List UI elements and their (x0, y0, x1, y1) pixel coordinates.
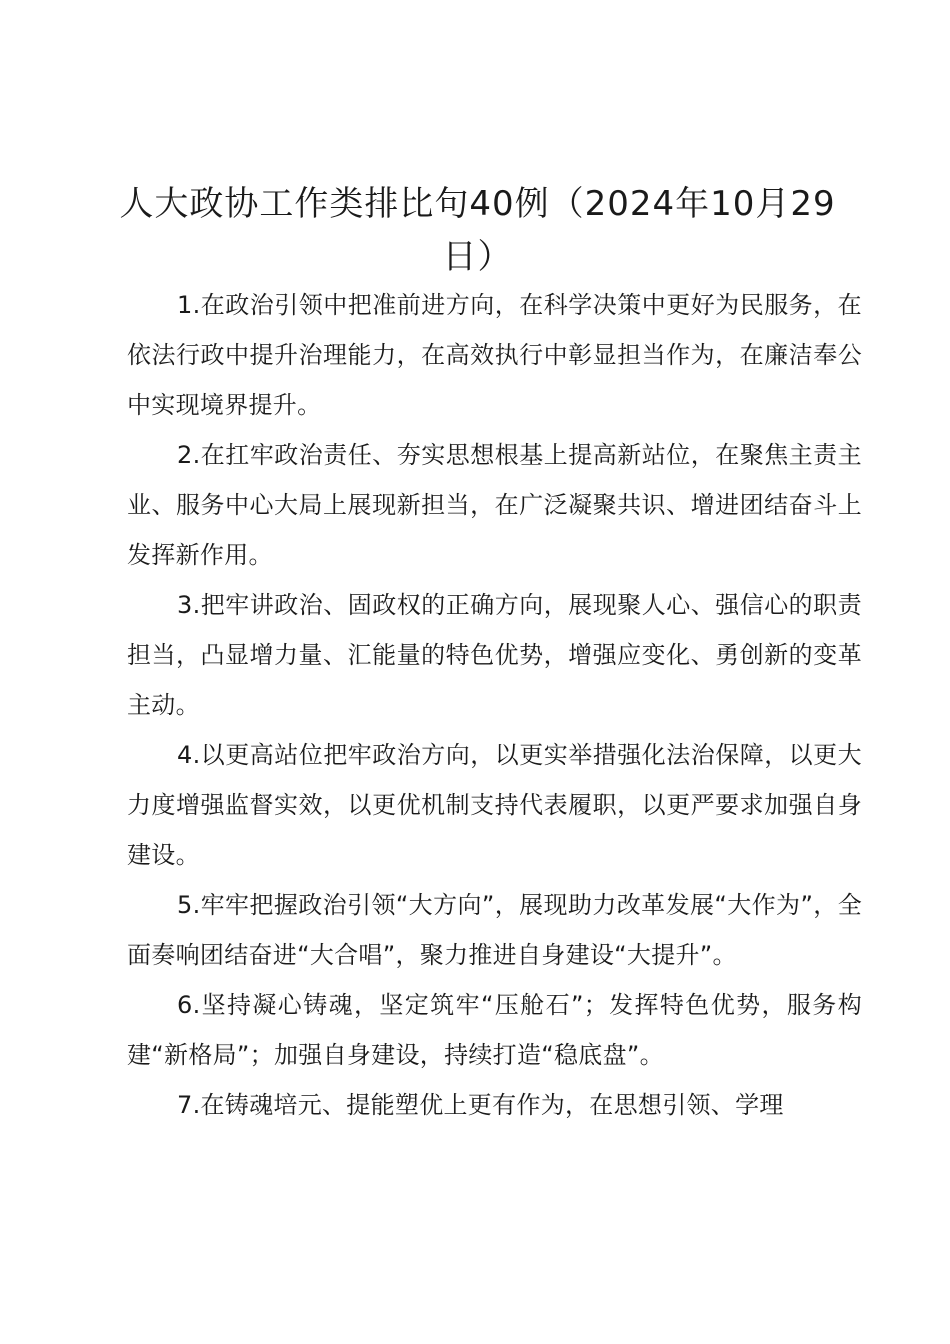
document-body (127, 280, 862, 1130)
paragraph-7: 7.在铸魂培元、提能塑优上更有作为，在思想引领、学理 (177, 1091, 784, 1119)
paragraph-6: 6.坚持凝心铸魂，坚定筑牢“压舱石”；发挥特色优势，服务构建“新格局”；加强自身建设，持续打造“稳底盘”。 (127, 991, 862, 1069)
paragraph-3: 3.把牢讲政治、固政权的正确方向，展现聚人心、强信心的职责担当，凸显增力量、汇能量的特色优势，增强应变化、勇创新的变革主动。 (127, 591, 862, 719)
paragraph-2: 2.在扛牢政治责任、夯实思想根基上提高新站位，在聚焦主责主业、服务中心大局上展现新担当，在广泛凝聚共识、增进团结奋斗上发挥新作用。 (127, 441, 862, 569)
paragraph-1: 1.在政治引领中把准前进方向，在科学决策中更好为民服务，在依法行政中提升治理能力，在高效执行中彰显担当作为，在廉洁奉公中实现境界提升。 (127, 291, 862, 419)
paragraph-4: 4.以更高站位把牢政治方向，以更实举措强化法治保障，以更大力度增强监督实效，以更优机制支持代表履职，以更严要求加强自身建设。 (127, 741, 862, 869)
paragraph-5: 5.牢牢把握政治引领“大方向”，展现助力改革发展“大作为”，全面奏响团结奋进“大合唱”，聚力推进自身建设“大提升”。 (127, 891, 862, 969)
document-title: 人大政协工作类排比句40例（2024年10月29日） (119, 184, 836, 277)
